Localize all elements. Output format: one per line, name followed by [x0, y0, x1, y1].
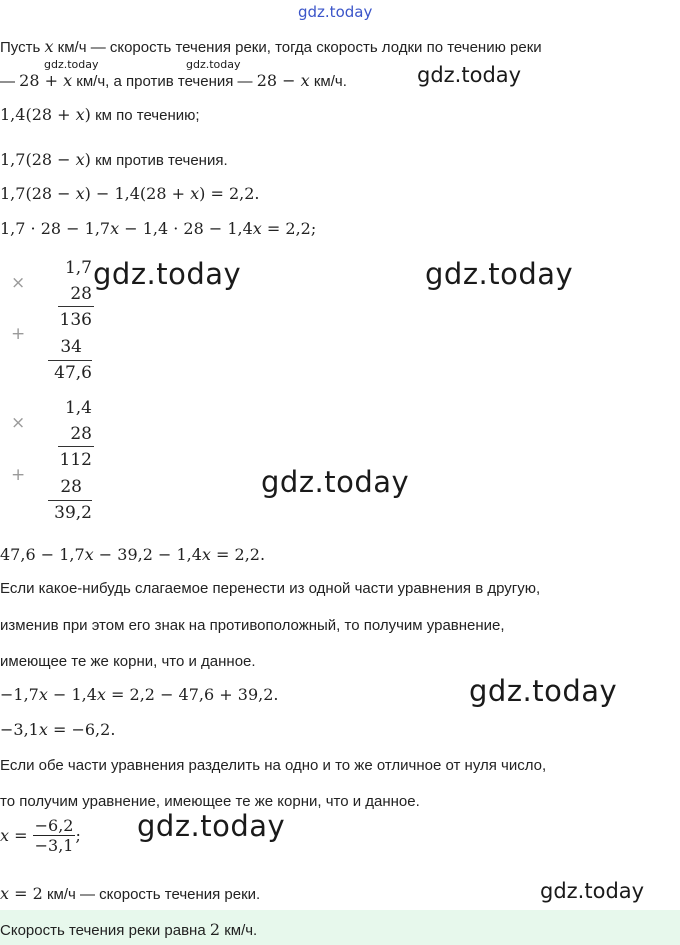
answer-text: Скорость течения реки равна 2 км/ч. [0, 920, 258, 939]
calc1-result-1: 136 [59, 310, 92, 330]
calc1-rule-2 [48, 360, 92, 361]
calc1-rule-1 [58, 306, 94, 307]
equation-line-7: 47,6 − 1,7x − 39,2 − 1,4x = 2,2. [0, 545, 266, 564]
text-line-9: изменив при этом его знак на противоположный, то получим уравнение, [0, 617, 505, 634]
equation-line-5: 1,7(28 − x) − 1,4(28 + x) = 2,2. [0, 184, 260, 203]
calc1-result-2: 47,6 [54, 363, 92, 383]
watermark-1: gdz.today [417, 63, 522, 87]
text-line-8: Если какое-нибудь слагаемое перенести из одной части уравнения в другую, [0, 580, 541, 597]
text-line-10: имеющее те же корни, что и данное. [0, 653, 256, 670]
calc2-addend: 28 [60, 477, 82, 497]
watermark-small-1: gdz.today [44, 58, 99, 71]
text-line-4: 1,7(28 − x) км против течения. [0, 150, 228, 169]
multiply-sign-2: × [11, 413, 26, 433]
text-line-16: x = 2 км/ч — скорость течения реки. [0, 884, 261, 903]
text-line-3: 1,4(28 + x) км по течению; [0, 105, 200, 124]
calc2-rule-2 [48, 500, 92, 501]
text-line-2: — 28 + x км/ч, а против течения — 28 − x км/ч. [0, 71, 347, 90]
equation-line-15: x = $\frac{-6,2}{-3,1}$ ; [0, 816, 81, 855]
watermark-7: gdz.today [540, 879, 645, 903]
watermark-5: gdz.today [469, 674, 618, 708]
watermark-4: gdz.today [261, 465, 410, 499]
calc2-result-2: 39,2 [54, 503, 92, 523]
plus-sign-1: + [11, 324, 26, 344]
calc1-factor-a: 1,7 [64, 258, 92, 278]
watermark-3: gdz.today [425, 257, 574, 291]
calc2-factor-b: 28 [70, 424, 92, 444]
watermark-2: gdz.today [93, 257, 242, 291]
plus-sign-2: + [11, 465, 26, 485]
equation-line-12: −3,1x = −6,2. [0, 720, 116, 739]
equation-line-6: 1,7 · 28 − 1,7x − 1,4 · 28 − 1,4x = 2,2; [0, 219, 317, 238]
calc2-result-1: 112 [59, 450, 92, 470]
calc1-addend: 34 [60, 337, 82, 357]
calc2-rule-1 [58, 446, 94, 447]
equation-line-11: −1,7x − 1,4x = 2,2 − 47,6 + 39,2. [0, 685, 279, 704]
watermark-small-2: gdz.today [186, 58, 241, 71]
text-line-1: Пусть x км/ч — скорость течения реки, тогда скорость лодки по течению реки [0, 37, 542, 56]
watermark-top: gdz.today [298, 3, 373, 21]
calc1-factor-b: 28 [70, 284, 92, 304]
calc2-factor-a: 1,4 [64, 398, 92, 418]
watermark-6: gdz.today [137, 809, 286, 843]
text-line-13: Если обе части уравнения разделить на одно и то же отличное от нуля число, [0, 757, 547, 774]
multiply-sign-1: × [11, 273, 26, 293]
text-line-14: то получим уравнение, имеющее те же корни, что и данное. [0, 793, 420, 810]
fraction: $\frac{-6,2}{-3,1}$ [34, 816, 74, 855]
